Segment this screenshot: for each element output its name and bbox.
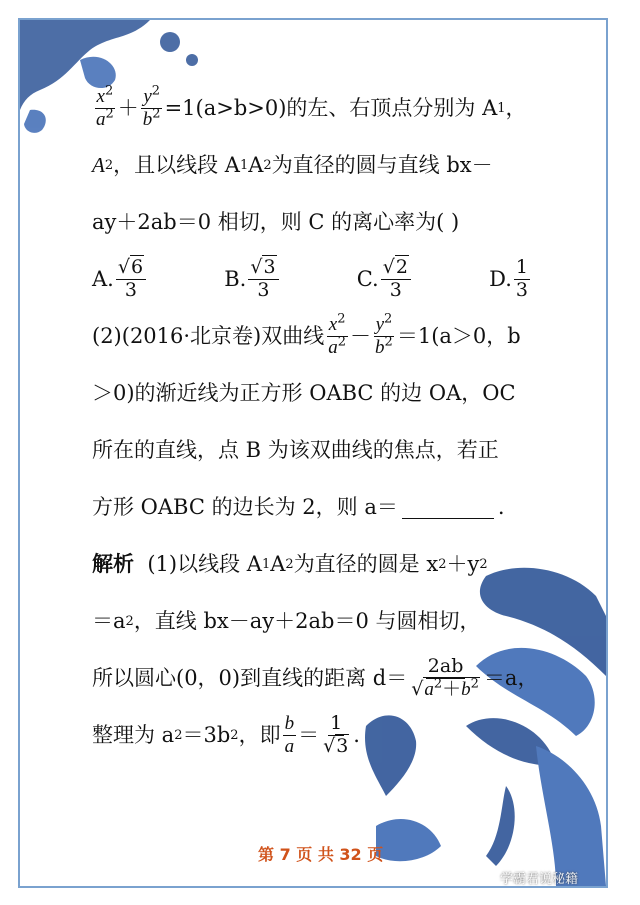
- problem2-line3: 所在的直线，点 B 为该双曲线的焦点，若正: [92, 438, 499, 462]
- problem1-line2: A 2 ，且以线段 A 1 A 2 为直径的圆与直线 bx－: [92, 153, 493, 177]
- solution-heading: 解析: [92, 552, 134, 576]
- solution-line1: 解析 (1)以线段 A 1 A 2 为直径的圆是 x 2 ＋y 2: [92, 536, 562, 593]
- problem2-line4: 方形 OABC 的边长为 2，则 a＝ .: [92, 495, 505, 519]
- page-number: 第 7 页 共 32 页: [258, 845, 384, 864]
- option-d: D. $\frac{1}{3}$: [489, 256, 528, 301]
- solution-line4: 整理为 a 2 ＝3b 2 ，即 $\frac{b}{a}$ ＝ $\frac{1}{√3}$ .: [92, 712, 360, 757]
- problem2-line1: (2)(2016·北京卷)双曲线 $\frac{x^2}{a^2}$ － $\frac{y^2}{b^2}$ ＝1(a＞0，b: [92, 311, 521, 358]
- problem1-line3: ay＋2ab＝0 相切，则 C 的离心率为( ): [92, 210, 460, 234]
- solution-line3: 所以圆心(0，0)到直线的距离 d＝ $\frac{2ab}{√a^2+b^2}$ ＝a，: [92, 655, 539, 700]
- problem1-line1: $\frac{x^2}{a^2}$ ＋ $\frac{y^2}{b^2}$ =1(a>b>0)的左、右顶点分别为 A 1 ，: [92, 80, 562, 137]
- option-a: A. $\frac{√6}{3}$: [92, 251, 148, 308]
- problem2-line2: ＞0)的渐近线为正方形 OABC 的边 OA，OC: [92, 381, 516, 405]
- problem1-line1-text: =1(a>b>0)的左、右顶点分别为 A: [164, 96, 498, 120]
- watermark-text: 学霸君说秘籍: [500, 872, 579, 887]
- document-body: [92, 80, 562, 764]
- problem1-options: [92, 251, 562, 308]
- option-c: C. $\frac{√2}{3}$: [357, 251, 413, 308]
- option-b: B. $\frac{√3}{3}$: [224, 251, 280, 308]
- answer-blank: [402, 496, 494, 519]
- solution-line2: ＝a 2 ，直线 bx－ay＋2ab＝0 与圆相切，: [92, 609, 481, 633]
- fraction-y2-b2: $\frac{y^2}{b^2}$: [142, 83, 161, 130]
- fraction-x2-a2: $\frac{x^2}{a^2}$: [96, 83, 114, 130]
